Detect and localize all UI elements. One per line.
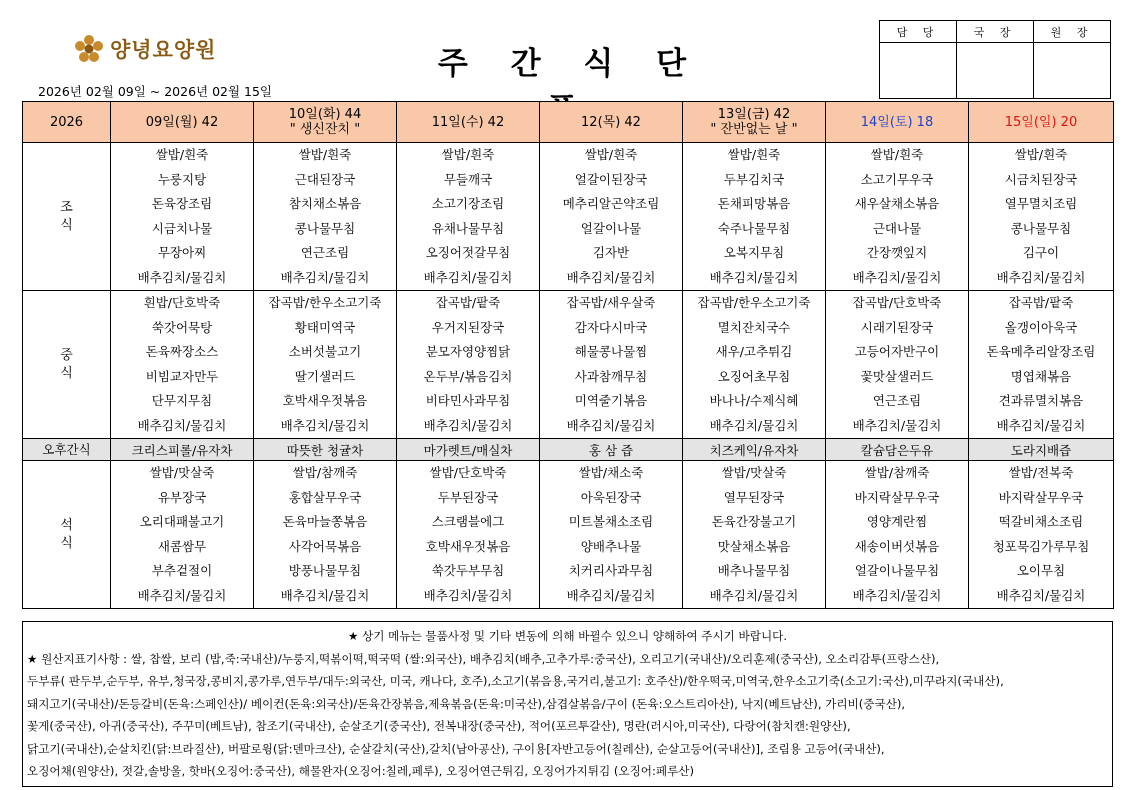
menu-item: 쑥갓두부무침 bbox=[431, 563, 505, 578]
origin-line: ★ 원산지표기사항 : 쌀, 찹쌀, 보리 (밥,죽:국내산)/누룽지,떡볶이떡,떡국떡 (쌀:외국산), 배추김치(배추,고추가루:중국산), 오리고기(국내산)/오리훈제(중국산), 오소리감투(프랑스산), bbox=[27, 651, 940, 666]
menu-cell bbox=[969, 143, 1114, 291]
menu-item: 배추김치/물김치 bbox=[137, 269, 227, 285]
menu-cell bbox=[969, 461, 1114, 609]
menu-item: 김자반 bbox=[592, 245, 630, 260]
menu-item: 얼갈이된장국 bbox=[574, 171, 648, 187]
approval-box bbox=[879, 20, 1111, 99]
menu-item: 배추나물무침 bbox=[717, 563, 791, 578]
menu-item: 오리대패불고기 bbox=[139, 514, 225, 529]
menu-item: 명엽채볶음 bbox=[1010, 368, 1072, 384]
menu-item: 시금치나물 bbox=[151, 220, 213, 236]
menu-item: 시래기된장국 bbox=[860, 319, 934, 335]
menu-cell bbox=[397, 461, 540, 609]
meal-label-char: 조 bbox=[60, 199, 73, 215]
breakfast-label bbox=[23, 143, 111, 291]
menu-item: 바지락살무우국 bbox=[998, 489, 1084, 505]
menu-item: 잡곡밥/팥죽 bbox=[1008, 295, 1074, 310]
menu-item: 치커리사과무침 bbox=[568, 563, 654, 578]
menu-item: 떡갈비채소조림 bbox=[998, 514, 1084, 529]
menu-item: 황태미역국 bbox=[294, 319, 356, 335]
menu-item: 쑥갓어묵탕 bbox=[151, 319, 213, 335]
menu-item: 고등어자반구이 bbox=[854, 344, 940, 359]
approval-sign-director bbox=[957, 43, 1034, 99]
menu-cell bbox=[969, 291, 1114, 439]
notes-box bbox=[22, 621, 1113, 787]
snack-item: 홍 삼 즙 bbox=[540, 439, 683, 461]
menu-cell bbox=[683, 461, 826, 609]
menu-cell bbox=[540, 291, 683, 439]
day-label: 12(목) 42 bbox=[581, 114, 641, 130]
menu-item: 참치채소볶음 bbox=[288, 196, 362, 211]
menu-item: 배추김치/물김치 bbox=[996, 587, 1086, 603]
meal-label-char: 식 bbox=[60, 535, 73, 551]
menu-item: 쌀밥/흰죽 bbox=[727, 147, 781, 162]
menu-item: 청포묵김가루무침 bbox=[992, 538, 1090, 554]
menu-item: 쌀밥/채소죽 bbox=[578, 465, 644, 480]
menu-item: 영양계란찜 bbox=[866, 514, 928, 529]
menu-item: 배추김치/물김치 bbox=[280, 417, 370, 433]
menu-item: 호박새우젓볶음 bbox=[425, 538, 511, 554]
menu-item: 오이무침 bbox=[1016, 563, 1066, 578]
logo bbox=[74, 34, 216, 64]
day-header bbox=[397, 102, 540, 143]
menu-item: 맛살채소볶음 bbox=[717, 538, 791, 554]
menu-item: 쌀밥/흰죽 bbox=[441, 147, 495, 162]
menu-item: 쌀밥/전복죽 bbox=[1008, 465, 1074, 480]
menu-item: 오징어초무침 bbox=[717, 368, 791, 384]
menu-item: 얼갈이나물무침 bbox=[854, 563, 940, 578]
menu-item: 사과참깨무침 bbox=[574, 368, 648, 384]
approval-label-head: 원 장 bbox=[1034, 21, 1111, 43]
menu-item: 연근조림 bbox=[872, 393, 922, 408]
snack-label: 오후간식 bbox=[23, 439, 111, 461]
menu-item: 분모자영양찜닭 bbox=[425, 344, 511, 359]
menu-item: 아욱된장국 bbox=[580, 489, 642, 505]
menu-item: 배추김치/물김치 bbox=[280, 269, 370, 285]
menu-item: 배추김치/물김치 bbox=[423, 417, 513, 433]
origin-line: 꽃게(중국산), 아귀(중국산), 주꾸미(베트남), 참조기(국내산), 순살조기(중국산), 전복내장(중국산), 적어(포르투갈산), 명란(러시아,미국산), 다랑어(참치캔:원양산), bbox=[27, 719, 851, 733]
menu-cell bbox=[111, 461, 254, 609]
day-event: " 생신잔치 " bbox=[289, 122, 361, 137]
approval-label-director: 국 장 bbox=[957, 21, 1034, 43]
menu-item: 시금치된장국 bbox=[1004, 171, 1078, 187]
menu-item: 쌀밥/단호박죽 bbox=[429, 465, 507, 480]
menu-item: 유부장국 bbox=[157, 489, 207, 505]
snack-item: 따뜻한 청귤차 bbox=[254, 439, 397, 461]
menu-item: 홍합살무우국 bbox=[288, 489, 362, 505]
menu-cell bbox=[254, 291, 397, 439]
menu-item: 호박새우젓볶음 bbox=[282, 393, 368, 408]
menu-item: 배추김치/물김치 bbox=[566, 417, 656, 433]
menu-item: 흰밥/단호박죽 bbox=[143, 295, 221, 310]
logo-text: 양녕요양원 bbox=[110, 38, 217, 62]
lunch-row bbox=[23, 291, 1114, 439]
day-label: 15일(일) 20 bbox=[1004, 114, 1078, 130]
menu-item: 돈육마늘쫑볶음 bbox=[282, 514, 368, 529]
date-range: 2026년 02월 09일 ~ 2026년 02월 15일 bbox=[38, 84, 273, 99]
menu-item: 얼갈이나물 bbox=[580, 220, 642, 236]
day-label: 11일(수) 42 bbox=[431, 114, 505, 130]
menu-item: 소고기무우국 bbox=[860, 171, 934, 187]
menu-item: 배추김치/물김치 bbox=[566, 587, 656, 603]
menu-cell bbox=[540, 143, 683, 291]
menu-cell bbox=[111, 143, 254, 291]
menu-item: 방풍나물무침 bbox=[288, 563, 362, 578]
menu-item: 비타민사과무침 bbox=[425, 393, 511, 408]
menu-item: 무들깨국 bbox=[443, 171, 493, 187]
snack-item: 칼슘담은두유 bbox=[826, 439, 969, 461]
approval-label-manager: 담 당 bbox=[880, 21, 957, 43]
menu-item: 감자다시마국 bbox=[574, 319, 648, 335]
menu-item: 쌀밥/흰죽 bbox=[584, 147, 638, 162]
page-title: 주 간 식 단 bbox=[437, 46, 703, 82]
menu-item: 새우/고추튀김 bbox=[715, 344, 793, 359]
menu-item: 잡곡밥/새우살죽 bbox=[566, 295, 656, 310]
day-header bbox=[254, 102, 397, 143]
menu-item: 양배추나물 bbox=[580, 538, 642, 554]
menu-item: 배추김치/물김치 bbox=[709, 587, 799, 603]
menu-item: 열무멸치조림 bbox=[1004, 196, 1078, 211]
header-row bbox=[23, 102, 1114, 143]
menu-item: 연근조림 bbox=[300, 245, 350, 260]
menu-cell bbox=[683, 143, 826, 291]
menu-item: 배추김치/물김치 bbox=[996, 269, 1086, 285]
day-event: " 잔반없는 날 " bbox=[710, 122, 798, 137]
day-label: 13일(금) 42 bbox=[717, 107, 791, 122]
lunch-label bbox=[23, 291, 111, 439]
menu-item: 배추김치/물김치 bbox=[280, 587, 370, 603]
menu-item: 근대된장국 bbox=[294, 171, 356, 187]
menu-cell bbox=[397, 143, 540, 291]
menu-item: 사각어묵볶음 bbox=[288, 538, 362, 554]
menu-item: 무장아찌 bbox=[157, 245, 207, 260]
menu-cell bbox=[683, 291, 826, 439]
menu-item: 돈육메추리알장조림 bbox=[986, 344, 1096, 359]
origin-line: 오징어채(원양산), 젓갈,솔방울, 핫바(오징어:중국산), 해물완자(오징어:칠레,페루), 오징어연근튀김, 오징어가지튀김 (오징어:페루산) bbox=[27, 764, 694, 778]
meal-label-char: 중 bbox=[60, 347, 73, 363]
origin-line: 두부류( 판두부,순두부, 유부,청국장,콩비지,콩가루,연두부/대두:외국산, 미국, 캐나다, 호주),소고기(볶음용,국거리,불고기: 호주산)/한우떡국,미역국,한우소고기죽(소고기:국산),미꾸라지(국내산), bbox=[27, 674, 1004, 688]
menu-item: 우거지된장국 bbox=[431, 319, 505, 335]
menu-item: 멸치잔치국수 bbox=[717, 319, 791, 335]
menu-item: 스크램블에그 bbox=[431, 514, 505, 529]
menu-cell bbox=[826, 461, 969, 609]
menu-item: 딸기샐러드 bbox=[294, 368, 356, 384]
snack-item: 마가렛트/매실차 bbox=[397, 439, 540, 461]
origin-line: 돼지고기(국내산)/돈등갈비(돈육:스페인산)/ 베이컨(돈육:외국산)/돈육간장볶음,제육볶음(돈육:미국산),삼겹살볶음/구이 (돈육:오스트리아산), 낙지(베트남산), 가리비(중국산), bbox=[27, 696, 906, 711]
menu-item: 쌀밥/맛살죽 bbox=[721, 465, 787, 480]
snack-item: 도라지배즙 bbox=[969, 439, 1114, 461]
weekly-menu-table bbox=[22, 101, 1114, 609]
menu-item: 오복지무침 bbox=[723, 245, 785, 260]
meal-label-char: 석 bbox=[60, 517, 73, 533]
breakfast-row bbox=[23, 143, 1114, 291]
menu-item: 돈채피망볶음 bbox=[717, 196, 791, 211]
menu-item: 오징어젓갈무침 bbox=[425, 245, 511, 260]
day-header bbox=[540, 102, 683, 143]
menu-item: 올갱이아욱국 bbox=[1004, 319, 1078, 335]
menu-item: 소고기장조림 bbox=[431, 196, 505, 211]
flower-logo-icon bbox=[74, 34, 104, 64]
menu-item: 소버섯불고기 bbox=[288, 344, 362, 359]
menu-item: 배추김치/물김치 bbox=[709, 269, 799, 285]
menu-cell bbox=[540, 461, 683, 609]
menu-item: 온두부/볶음김치 bbox=[423, 368, 513, 384]
menu-item: 해물콩나물찜 bbox=[574, 344, 648, 359]
menu-item: 새송이버섯볶음 bbox=[854, 538, 940, 554]
day-header bbox=[683, 102, 826, 143]
menu-item: 숙주나물무침 bbox=[717, 220, 791, 236]
menu-item: 쌀밥/흰죽 bbox=[155, 147, 209, 162]
menu-item: 김구이 bbox=[1022, 245, 1060, 260]
origin-line: 닭고기(국내산),순살치킨(닭:브라질산), 버팔로윙(닭:덴마크산), 순살갈치(국산),갈치(남아공산), 구이용[자반고등어(칠레산), 순살고등어(국내산)], 조림용 고등어(국내산), bbox=[27, 741, 885, 756]
menu-item: 배추김치/물김치 bbox=[423, 269, 513, 285]
menu-item: 쌀밥/흰죽 bbox=[298, 147, 352, 162]
snack-item: 치즈케익/유자차 bbox=[683, 439, 826, 461]
menu-item: 바나나/수제식혜 bbox=[709, 393, 799, 408]
menu-item: 견과류멸치볶음 bbox=[998, 393, 1084, 408]
menu-item: 두부김치국 bbox=[723, 171, 785, 187]
approval-sign-head bbox=[1034, 43, 1111, 99]
meal-label-char: 식 bbox=[60, 217, 73, 233]
meal-label-char: 식 bbox=[60, 365, 73, 381]
menu-item: 근대나물 bbox=[872, 220, 922, 236]
menu-item: 쌀밥/참깨죽 bbox=[292, 465, 358, 480]
menu-item: 쌀밥/참깨죽 bbox=[864, 465, 930, 480]
menu-item: 열무된장국 bbox=[723, 489, 785, 505]
day-label: 10일(화) 44 bbox=[288, 107, 362, 122]
menu-cell bbox=[111, 291, 254, 439]
day-header-saturday bbox=[826, 102, 969, 143]
menu-item: 콩나물무침 bbox=[1010, 220, 1072, 236]
approval-sign-manager bbox=[880, 43, 957, 99]
menu-item: 쌀밥/맛살죽 bbox=[149, 465, 215, 480]
menu-cell bbox=[254, 461, 397, 609]
menu-item: 잡곡밥/한우소고기죽 bbox=[268, 295, 382, 310]
menu-item: 유채나물무침 bbox=[431, 220, 505, 236]
menu-item: 배추김치/물김치 bbox=[423, 587, 513, 603]
menu-cell bbox=[826, 143, 969, 291]
menu-cell bbox=[254, 143, 397, 291]
menu-item: 잡곡밥/단호박죽 bbox=[852, 295, 942, 310]
snack-item: 크리스피롤/유자차 bbox=[111, 439, 254, 461]
menu-item: 바지락살무우국 bbox=[854, 489, 940, 505]
menu-item: 새콤쌈무 bbox=[157, 538, 207, 554]
menu-item: 새우살채소볶음 bbox=[854, 196, 940, 211]
menu-item: 비빔교자만두 bbox=[145, 368, 219, 384]
year-cell: 2026 bbox=[23, 102, 111, 143]
notice-text: ★ 상기 메뉴는 물품사정 및 기타 변동에 의해 바뀔수 있으니 양해하여 주시기 바랍니다. bbox=[347, 629, 788, 643]
menu-item: 잡곡밥/팥죽 bbox=[435, 295, 501, 310]
menu-item: 배추김치/물김치 bbox=[996, 417, 1086, 433]
menu-item: 배추김치/물김치 bbox=[852, 269, 942, 285]
menu-item: 쌀밥/흰죽 bbox=[870, 147, 924, 162]
day-label: 14일(토) 18 bbox=[860, 114, 934, 130]
menu-item: 배추김치/물김치 bbox=[852, 417, 942, 433]
menu-item: 배추김치/물김치 bbox=[137, 417, 227, 433]
day-label: 09일(월) 42 bbox=[145, 114, 219, 130]
menu-item: 단무지무침 bbox=[151, 393, 213, 408]
dinner-label bbox=[23, 461, 111, 609]
menu-item: 간장깻잎지 bbox=[866, 245, 928, 260]
menu-item: 두부된장국 bbox=[437, 489, 499, 505]
menu-item: 돈육간장불고기 bbox=[711, 514, 797, 529]
menu-item: 돈육장조림 bbox=[151, 196, 213, 211]
day-header-sunday bbox=[969, 102, 1114, 143]
menu-item: 꽃맛살샐러드 bbox=[860, 368, 934, 384]
menu-item: 쌀밥/흰죽 bbox=[1014, 147, 1068, 162]
menu-cell bbox=[826, 291, 969, 439]
menu-item: 메추리알곤약조림 bbox=[562, 196, 660, 211]
day-header bbox=[111, 102, 254, 143]
menu-item: 배추김치/물김치 bbox=[137, 587, 227, 603]
menu-item: 돈육짜장소스 bbox=[145, 344, 219, 359]
menu-item: 배추김치/물김치 bbox=[566, 269, 656, 285]
menu-item: 잡곡밥/한우소고기죽 bbox=[697, 295, 811, 310]
menu-item: 미트볼채소조림 bbox=[568, 514, 654, 529]
snack-row bbox=[23, 439, 1114, 461]
dinner-row bbox=[23, 461, 1114, 609]
menu-cell bbox=[397, 291, 540, 439]
menu-item: 배추김치/물김치 bbox=[709, 417, 799, 433]
menu-item: 누룽지탕 bbox=[157, 171, 207, 187]
menu-item: 콩나물무침 bbox=[294, 220, 356, 236]
menu-item: 배추김치/물김치 bbox=[852, 587, 942, 603]
menu-item: 부추겉절이 bbox=[151, 563, 213, 578]
menu-item: 미역줄기볶음 bbox=[574, 393, 648, 408]
